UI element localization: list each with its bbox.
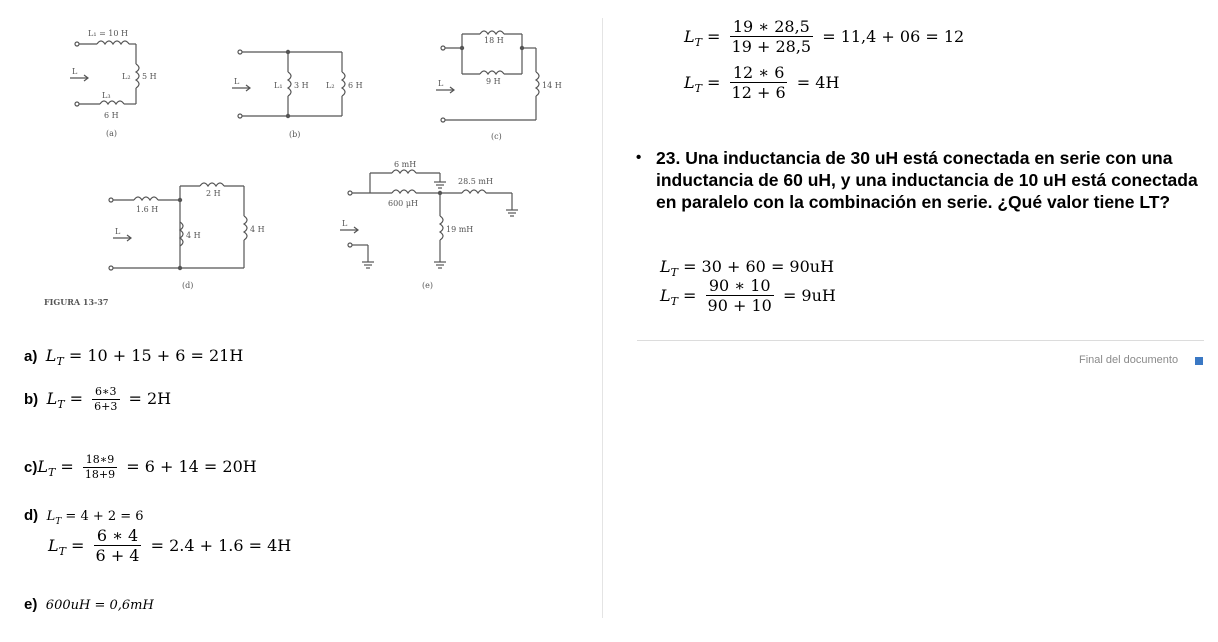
answer-b: b) $L_T$ = $\frac{6∗3}{6+3}$ = 2H bbox=[24, 385, 172, 413]
answer-c-den: 18+9 bbox=[84, 467, 116, 481]
eq1-num: 19 ∗ 28,5 bbox=[730, 18, 813, 37]
lt-c: L bbox=[438, 79, 444, 88]
label-a-L2: L₂ bbox=[122, 72, 131, 81]
equation-2: $L_T$ = $\frac{12 ∗ 6}{12 + 6}$ = 4H bbox=[684, 63, 840, 103]
label-e-right: 28.5 mH bbox=[458, 177, 493, 186]
eq1-rhs: = 11,4 + 06 = 12 bbox=[822, 26, 965, 46]
label-d-series: 1.6 H bbox=[136, 205, 159, 214]
eq4-rhs: = 9uH bbox=[782, 285, 836, 305]
question-23 bbox=[636, 147, 1205, 213]
equation-3: $L_T = 30 + 60 = 90uH$ bbox=[660, 257, 835, 279]
eq4-num: 90 ∗ 10 bbox=[706, 277, 774, 296]
label-d-mid: 4 H bbox=[186, 231, 201, 240]
answer-c-lhs: L bbox=[37, 456, 48, 476]
question-23-text: 23. Una inductancia de 30 uH está conectada en serie con una inductancia de 60 uH, y una inductancia de 10 uH está conectada en paralelo con la combinación en serie. ¿Qué valor tiene LT? bbox=[656, 148, 1198, 212]
fig-label-c: (c) bbox=[491, 132, 502, 141]
eq4-den: 90 + 10 bbox=[707, 296, 772, 316]
end-separator bbox=[637, 340, 1204, 341]
label-a-L2val: 5 H bbox=[142, 72, 157, 81]
answer-a-rhs: = 10 + 15 + 6 = 21H bbox=[68, 346, 244, 365]
equation-4: $L_T$ = $\frac{90 ∗ 10}{90 + 10}$ = 9uH bbox=[660, 276, 836, 316]
fig-label-e: (e) bbox=[422, 281, 433, 290]
circuit-figure bbox=[0, 0, 600, 320]
answer-b-sub: T bbox=[57, 397, 65, 411]
fig-label-d: (d) bbox=[182, 281, 194, 290]
answer-d-eq: $L_T$ = $\frac{6 ∗ 4}{6 + 4}$ = 2.4 + 1.6 = 4H bbox=[48, 526, 292, 566]
answer-c-sub: T bbox=[47, 465, 56, 479]
lt-d: L bbox=[115, 227, 121, 236]
answer-b-label: b) bbox=[24, 390, 39, 408]
answer-b-lhs: L bbox=[46, 388, 58, 408]
answer-d: d) $L_T = 4 + 2 = 6$ bbox=[24, 507, 144, 527]
label-c-top: 18 H bbox=[484, 36, 504, 45]
eq3-rhs: = 30 + 60 = 90uH bbox=[683, 257, 835, 276]
label-b-L1: L₁ bbox=[274, 81, 283, 90]
label-c-mid: 9 H bbox=[486, 77, 501, 86]
answer-c-num: 18∗9 bbox=[83, 454, 117, 468]
equation-1: $L_T$ = $\frac{19 ∗ 28,5}{19 + 28,5}$ = 11,4 + 06 = 12 bbox=[684, 17, 965, 57]
label-c-right: 14 H bbox=[542, 81, 562, 90]
label-e-mid: 600 μH bbox=[388, 199, 418, 208]
fig-label-b: (b) bbox=[289, 130, 301, 139]
label-b-L2val: 6 H bbox=[348, 81, 363, 90]
label-a-L3: L₃ bbox=[102, 91, 111, 100]
eq2-num: 12 ∗ 6 bbox=[730, 64, 788, 83]
label-d-top: 2 H bbox=[206, 189, 221, 198]
lt-e: L bbox=[342, 219, 348, 228]
answer-c-label: c) bbox=[24, 458, 38, 476]
lt-b: L bbox=[234, 77, 240, 86]
label-b-L2: L₂ bbox=[326, 81, 335, 90]
label-b-L1val: 3 H bbox=[294, 81, 309, 90]
label-e-down: 19 mH bbox=[446, 225, 474, 234]
answer-d-line1: = 4 + 2 = 6 bbox=[65, 509, 144, 524]
label-a-L3val: 6 H bbox=[104, 111, 119, 120]
answer-d-num: 6 ∗ 4 bbox=[94, 527, 141, 546]
answer-c-rhs: = 6 + 14 = 20H bbox=[126, 456, 257, 476]
fig-label-a: (a) bbox=[106, 129, 118, 138]
answer-e-label: e) bbox=[24, 596, 38, 613]
bullet: • bbox=[636, 149, 642, 166]
answer-b-rhs: = 2H bbox=[128, 388, 172, 408]
answer-c: $c)L_T$ = $\frac{18∗9}{18+9}$ = 6 + 14 = 20H bbox=[24, 453, 257, 481]
answer-a-label: a) bbox=[24, 348, 38, 365]
answer-a-lhs: L bbox=[45, 346, 57, 365]
label-a-L1: L₁ = 10 H bbox=[88, 29, 129, 38]
column-divider bbox=[602, 18, 603, 618]
answer-e bbox=[24, 596, 154, 614]
label-e-top: 6 mH bbox=[394, 160, 417, 169]
answer-d-label: d) bbox=[24, 507, 39, 524]
answer-d-rhs: = 2.4 + 1.6 = 4H bbox=[150, 535, 292, 555]
eq2-den: 12 + 6 bbox=[731, 83, 786, 103]
end-square-icon bbox=[1195, 357, 1203, 365]
answer-b-den: 6+3 bbox=[94, 399, 118, 413]
figure-caption: FIGURA 13-37 bbox=[44, 297, 109, 307]
label-d-right: 4 H bbox=[250, 225, 265, 234]
answer-b-num: 6∗3 bbox=[92, 386, 119, 400]
eq1-den: 19 + 28,5 bbox=[731, 37, 812, 57]
answer-a-sub: T bbox=[56, 355, 64, 368]
answer-d-den: 6 + 4 bbox=[95, 546, 140, 566]
lt-a: L bbox=[72, 67, 78, 76]
answer-a bbox=[24, 346, 243, 368]
end-of-document-note: Final del documento bbox=[1079, 354, 1179, 366]
answer-e-text: 600uH = 0,6mH bbox=[45, 598, 154, 613]
eq2-rhs: = 4H bbox=[796, 72, 840, 92]
